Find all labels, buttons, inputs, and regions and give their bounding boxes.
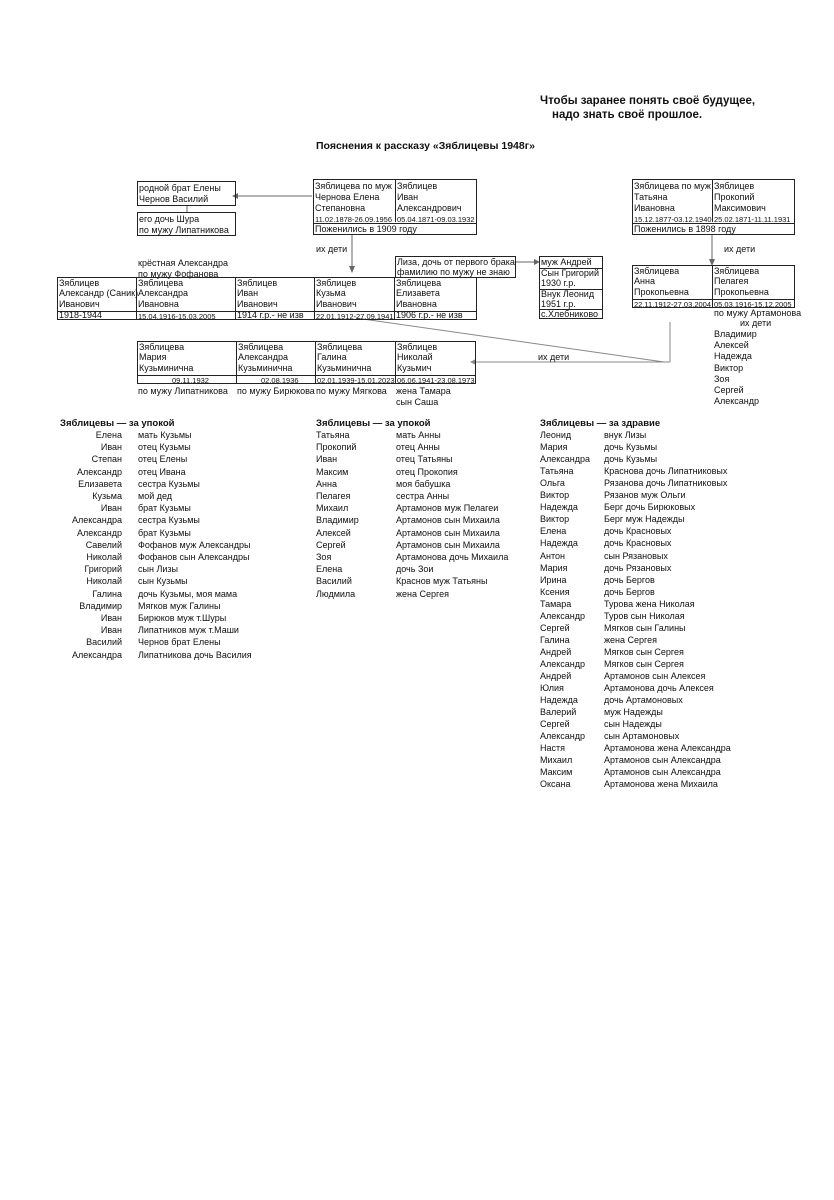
list-heading: Зяблицевы — за здравие bbox=[540, 418, 661, 429]
person-name: Алексей bbox=[316, 527, 351, 538]
person-name: Иван bbox=[100, 613, 122, 623]
pelageya-child: Александр bbox=[714, 396, 760, 407]
person-name: Василий bbox=[316, 576, 352, 587]
liza-village: с.Хлебниково bbox=[541, 309, 599, 319]
grandchildren-label: их дети bbox=[538, 352, 570, 362]
person-name: Надежда bbox=[540, 538, 578, 549]
wife-line-3: Степановна bbox=[315, 203, 366, 213]
person-relation: Краснов муж Татьяны bbox=[396, 576, 488, 587]
person-name: Оксана bbox=[540, 779, 571, 790]
person-relation: Артамонов сын Михаила bbox=[396, 539, 500, 550]
person-name: Мария bbox=[540, 442, 568, 453]
person-name: Андрей bbox=[540, 646, 572, 657]
liza-grandson: Внук Леонид bbox=[541, 289, 595, 299]
main-parents-box bbox=[313, 179, 477, 235]
person-name: Ольга bbox=[540, 478, 565, 489]
person-relation: дочь Кузьмы bbox=[604, 442, 658, 453]
pelageya-child: Алексей bbox=[714, 340, 749, 351]
person-name: Александр bbox=[540, 610, 586, 621]
person-relation: мать Кузьмы bbox=[138, 430, 192, 440]
person-relation: Мягков сын Галины bbox=[604, 622, 686, 633]
person-name: Елена bbox=[316, 564, 343, 575]
grandchild-note: по мужу Липатникова bbox=[138, 386, 228, 396]
list-heading: Зяблицевы — за упокой bbox=[316, 418, 431, 429]
person-name: Елена bbox=[540, 526, 567, 537]
person-name: Галина bbox=[540, 634, 570, 645]
pelageya-children-list bbox=[714, 329, 759, 407]
child-line-2: Александр (Саник) bbox=[59, 288, 139, 298]
person-name: Татьяна bbox=[316, 430, 350, 440]
arrow-head bbox=[349, 266, 355, 273]
child-line-3: Иванович bbox=[316, 299, 357, 309]
person-name: Михаил bbox=[316, 503, 349, 514]
person-name: Пелагея bbox=[316, 491, 351, 501]
child-line-1: Зяблицев bbox=[237, 278, 278, 288]
brother-line-1: родной брат Елены bbox=[139, 183, 221, 193]
person-relation: моя бабушка bbox=[396, 478, 451, 489]
child-dates: 1906 г.р.- не изв bbox=[396, 310, 463, 320]
wife-dates: 11.02.1878-26.09.1956 bbox=[315, 215, 393, 224]
person-relation: сын Лизы bbox=[138, 564, 178, 575]
grandchild-note: по мужу Бирюкова bbox=[237, 386, 315, 396]
pelageya-child: Надежда bbox=[714, 351, 752, 362]
person-name: Мария bbox=[540, 562, 568, 573]
person-relation: жена Сергея bbox=[604, 634, 657, 645]
person-relation: Мягков сын Сергея bbox=[604, 658, 684, 669]
person-name: Надежда bbox=[540, 695, 578, 706]
child-line-3: Иванович bbox=[237, 299, 278, 309]
grandchild-line-2: Мария bbox=[139, 352, 167, 362]
grandchild-line-2: Александра bbox=[238, 352, 289, 362]
page-title: Пояснения к рассказу «Зяблицевы 1948г» bbox=[316, 140, 535, 152]
epigraph-line-2: надо знать своё прошлое. bbox=[552, 109, 703, 121]
child-line-1: Зяблицев bbox=[59, 278, 100, 288]
grandchild-dates: 09.11.1932 bbox=[172, 376, 209, 385]
person-name: Александра bbox=[71, 649, 122, 660]
person-name: Александр bbox=[540, 658, 586, 669]
person-relation: Краснова дочь Липатниковых bbox=[604, 466, 728, 477]
child-dates: 1914 г.р.- не изв bbox=[237, 310, 304, 320]
person-name: Александра bbox=[540, 454, 591, 465]
children-right-box bbox=[632, 265, 795, 308]
grandchild-line-1: Зяблицев bbox=[397, 342, 438, 352]
person-relation: Артамонов сын Михаила bbox=[396, 515, 500, 526]
person-name: Виктор bbox=[540, 514, 570, 525]
children-main-box bbox=[57, 277, 477, 320]
right-parents-box bbox=[632, 179, 795, 235]
person-relation: Липатников муж т.Маши bbox=[138, 625, 239, 636]
husband-line-3: Максимович bbox=[714, 203, 766, 213]
child-line-3: Иванович bbox=[59, 299, 100, 309]
person-name: Иван bbox=[100, 442, 122, 453]
person-relation: брат Кузьмы bbox=[138, 503, 191, 514]
child-dates: 05.03.1916-15.12.2005 bbox=[714, 300, 792, 309]
person-name: Иван bbox=[100, 503, 122, 514]
grandchild-line-3: Кузьмич bbox=[397, 363, 432, 373]
liza-grandson-year: 1951 г.р. bbox=[541, 299, 576, 309]
grandchild-note: по мужу Мягкова bbox=[316, 386, 387, 396]
person-name: Сергей bbox=[540, 719, 570, 730]
grandchild-dates: 06.06.1941-23.08.1973 bbox=[397, 376, 475, 385]
person-relation: дочь Бергов bbox=[604, 574, 655, 585]
person-name: Максим bbox=[316, 466, 349, 477]
grandchild-line-2: Галина bbox=[317, 352, 347, 362]
person-relation: отец Кузьмы bbox=[138, 442, 191, 453]
person-relation: Мягков сын Сергея bbox=[604, 646, 684, 657]
child-line-2: Александра bbox=[138, 288, 189, 298]
person-name: Николай bbox=[86, 552, 122, 562]
wife-line-3: Ивановна bbox=[634, 203, 675, 213]
person-name: Иван bbox=[316, 454, 338, 465]
husband-line-1: Зяблицев bbox=[714, 181, 755, 191]
child-line-1: Зяблицева bbox=[396, 278, 442, 288]
husband-line-2: Иван bbox=[397, 192, 419, 202]
grandchild-dates: 02.01.1939-15.01.2023 bbox=[317, 376, 395, 385]
person-name: Сергей bbox=[316, 539, 346, 550]
person-relation: брат Кузьмы bbox=[138, 527, 191, 538]
person-name: Владимир bbox=[316, 515, 359, 526]
pelageya-husband-note: по мужу Артамонова bbox=[714, 308, 802, 318]
husband-dates: 05.04.1871-09.03.1932 bbox=[397, 215, 475, 224]
person-relation: Липатникова дочь Василия bbox=[138, 649, 252, 660]
grandchild-note: жена Тамара bbox=[396, 386, 451, 396]
person-relation: дочь Бергов bbox=[604, 586, 655, 597]
person-relation: внук Лизы bbox=[604, 430, 647, 440]
person-relation: мать Анны bbox=[396, 430, 441, 440]
wife-dates: 15.12.1877-03.12.1940 bbox=[634, 215, 712, 224]
pelageya-child: Владимир bbox=[714, 329, 757, 339]
liza-son: Сын Григорий bbox=[541, 268, 599, 278]
grandchild-line-2: Николай bbox=[397, 352, 433, 362]
liza-note-line-1: Лиза, дочь от первого брака bbox=[397, 257, 515, 267]
person-relation: сын Кузьмы bbox=[138, 576, 188, 587]
husband-line-2: Прокопий bbox=[714, 192, 755, 202]
person-relation: отец Прокопия bbox=[396, 466, 458, 477]
person-relation: жена Сергея bbox=[396, 588, 449, 599]
grandchildren-box bbox=[137, 341, 476, 384]
pelageya-child: Сергей bbox=[714, 385, 744, 396]
pelageya-children-label: их дети bbox=[740, 318, 772, 328]
person-name: Степан bbox=[91, 454, 122, 465]
person-name: Владимир bbox=[79, 600, 122, 611]
person-name: Андрей bbox=[540, 671, 572, 681]
person-relation: муж Надежды bbox=[604, 707, 663, 718]
person-name: Валерий bbox=[540, 707, 577, 718]
children-label-right: их дети bbox=[724, 244, 756, 254]
daughter-shura-line-2: по мужу Липатникова bbox=[139, 225, 229, 235]
person-name: Александра bbox=[71, 515, 122, 526]
child-line-3: Ивановна bbox=[396, 299, 437, 309]
person-relation: Артамонова дочь Михаила bbox=[396, 552, 509, 562]
person-relation: отец Елены bbox=[138, 454, 188, 465]
person-name: Григорий bbox=[84, 564, 122, 575]
person-relation: сестра Анны bbox=[396, 491, 450, 501]
children-label: их дети bbox=[316, 244, 348, 254]
person-relation: Чернов брат Елены bbox=[138, 637, 221, 648]
child-line-2: Пелагея bbox=[714, 276, 749, 286]
person-relation: сестра Кузьмы bbox=[138, 478, 200, 489]
child-dates: 1918-1944 bbox=[59, 310, 103, 320]
person-name: Елена bbox=[95, 430, 122, 440]
person-relation: Артамонова жена Михаила bbox=[604, 779, 718, 790]
person-relation: Артамонова жена Александра bbox=[604, 743, 731, 754]
daughter-shura-box bbox=[137, 212, 236, 236]
person-name: Людмила bbox=[316, 588, 356, 599]
epigraph-line-1: Чтобы заранее понять своё будущее, bbox=[540, 95, 756, 107]
liza-husband: муж Андрей bbox=[541, 257, 592, 267]
person-relation: сын Рязановых bbox=[604, 550, 668, 561]
child-line-2: Елизавета bbox=[396, 288, 440, 298]
person-relation: дочь Кузьмы bbox=[604, 454, 658, 465]
married-note: Поженились в 1909 году bbox=[315, 224, 417, 234]
grandchild-line-1: Зяблицева bbox=[238, 342, 284, 352]
person-relation: Берг дочь Бирюковых bbox=[604, 502, 696, 513]
grandchild-line-1: Зяблицева bbox=[139, 342, 185, 352]
grandchild-line-3: Кузьминична bbox=[317, 363, 372, 373]
person-relation: Артамонов сын Михаила bbox=[396, 527, 500, 538]
husband-line-3: Александрович bbox=[397, 203, 462, 213]
brother-line-2: Чернов Василий bbox=[139, 194, 209, 204]
child-dates: 15.04.1916-15.03.2005 bbox=[138, 312, 216, 321]
person-relation: дочь Рязановых bbox=[604, 562, 672, 573]
person-name: Настя bbox=[540, 743, 566, 754]
person-name: Михаил bbox=[540, 755, 573, 766]
person-name: Елизавета bbox=[78, 478, 122, 489]
person-name: Ксения bbox=[540, 586, 570, 597]
person-name: Анна bbox=[316, 478, 337, 489]
child-line-1: Зяблицева bbox=[714, 266, 760, 276]
person-relation: дочь Артамоновых bbox=[604, 695, 683, 706]
wife-line-1: Зяблицева по муж bbox=[634, 181, 711, 191]
grandchild-line-1: Зяблицева bbox=[317, 342, 363, 352]
liza-son-year: 1930 г.р. bbox=[541, 278, 576, 288]
child-line-2: Иван bbox=[237, 288, 259, 298]
child-line-3: Прокопьевна bbox=[714, 287, 769, 297]
person-name: Галина bbox=[92, 588, 122, 599]
grandchild-dates: 02.08.1936 bbox=[261, 376, 299, 385]
person-relation: сын Артамоновых bbox=[604, 731, 680, 742]
person-relation: дочь Красновых bbox=[604, 526, 672, 537]
grandchild-line-3: Кузьминична bbox=[238, 363, 293, 373]
child-line-3: Ивановна bbox=[138, 299, 179, 309]
person-name: Николай bbox=[86, 576, 122, 587]
person-name: Надежда bbox=[540, 502, 578, 513]
husband-line-1: Зяблицев bbox=[397, 181, 438, 191]
person-name: Иван bbox=[100, 625, 122, 636]
person-name: Александр bbox=[540, 731, 586, 742]
person-name: Савелий bbox=[85, 539, 122, 550]
person-name: Кузьма bbox=[92, 491, 122, 501]
person-relation: отец Татьяны bbox=[396, 454, 453, 465]
person-relation: Бирюков муж т.Шуры bbox=[138, 613, 227, 623]
child-dates: 22.01.1912-27.09.1941 bbox=[316, 312, 394, 321]
person-name: Татьяна bbox=[540, 466, 574, 477]
person-relation: отец Анны bbox=[396, 442, 440, 453]
person-name: Виктор bbox=[540, 490, 570, 501]
liza-note-box bbox=[395, 256, 516, 278]
person-name: Антон bbox=[540, 550, 565, 561]
child-line-2: Кузьма bbox=[316, 288, 346, 298]
married-note: Поженились в 1898 году bbox=[634, 224, 736, 234]
child-line-2: Анна bbox=[634, 276, 655, 286]
person-name: Сергей bbox=[540, 622, 570, 633]
person-relation: Артамонов сын Алексея bbox=[604, 671, 706, 681]
person-relation: дочь Кузьмы, моя мама bbox=[138, 588, 238, 599]
person-relation: Туров сын Николая bbox=[604, 610, 685, 621]
grandchild-line-3: Кузьминична bbox=[139, 363, 194, 373]
person-relation: Фофанов муж Александры bbox=[138, 539, 251, 550]
person-relation: дочь Зои bbox=[396, 564, 434, 575]
person-name: Максим bbox=[540, 767, 573, 778]
person-relation: Рязанов муж Ольги bbox=[604, 490, 686, 501]
husband-dates: 25.02.1871-11.11.1931 bbox=[714, 215, 791, 224]
brother-box bbox=[137, 181, 236, 206]
wife-line-2: Чернова Елена bbox=[315, 192, 380, 202]
person-relation: мой дед bbox=[138, 491, 173, 501]
person-name: Ирина bbox=[540, 574, 567, 585]
person-relation: отец Ивана bbox=[138, 466, 186, 477]
person-name: Прокопий bbox=[316, 442, 357, 453]
godmother-line-1: крёстная Александра bbox=[138, 258, 228, 268]
person-relation: Берг муж Надежды bbox=[604, 514, 685, 525]
daughter-shura-line-1: его дочь Шура bbox=[139, 214, 200, 224]
child-line-1: Зяблицев bbox=[316, 278, 357, 288]
person-relation: Мягков муж Галины bbox=[138, 600, 221, 611]
person-name: Тамара bbox=[540, 598, 572, 609]
child-line-1: Зяблицева bbox=[634, 266, 680, 276]
pelageya-child: Виктор bbox=[714, 362, 744, 373]
person-relation: Фофанов сын Александры bbox=[138, 552, 250, 562]
list-heading: Зяблицевы — за упокой bbox=[60, 418, 175, 429]
pelageya-child: Зоя bbox=[714, 373, 730, 384]
person-relation: Артамонова дочь Алексея bbox=[604, 683, 714, 694]
person-relation: сын Надежды bbox=[604, 719, 662, 730]
person-relation: Рязанова дочь Липатниковых bbox=[604, 478, 728, 489]
person-name: Леонид bbox=[540, 430, 572, 440]
person-name: Зоя bbox=[316, 552, 332, 562]
person-name: Юлия bbox=[540, 683, 564, 694]
person-relation: Турова жена Николая bbox=[604, 598, 695, 609]
person-name: Александр bbox=[76, 466, 122, 477]
person-relation: сестра Кузьмы bbox=[138, 515, 200, 526]
child-line-1: Зяблицева bbox=[138, 278, 184, 288]
epigraph bbox=[540, 94, 755, 122]
wife-line-2: Татьяна bbox=[634, 192, 668, 202]
person-relation: Артамонов сын Александра bbox=[604, 755, 721, 766]
person-relation: Артамонов сын Александра bbox=[604, 767, 721, 778]
liza-family-box bbox=[539, 256, 603, 319]
wife-line-1: Зяблицева по муж bbox=[315, 181, 392, 191]
nikolay-son-note: сын Саша bbox=[396, 397, 439, 407]
child-dates: 22.11.1912-27.03.2004 bbox=[634, 300, 712, 309]
person-relation: Артамонов муж Пелагеи bbox=[396, 503, 499, 514]
person-relation: дочь Красновых bbox=[604, 538, 672, 549]
child-line-3: Прокопьевна bbox=[634, 287, 689, 297]
liza-note-line-2: фамилию по мужу не знаю bbox=[397, 267, 510, 277]
godmother-line-2: по мужу Фофанова bbox=[138, 269, 219, 279]
person-name: Александр bbox=[76, 527, 122, 538]
person-name: Василий bbox=[86, 637, 122, 648]
